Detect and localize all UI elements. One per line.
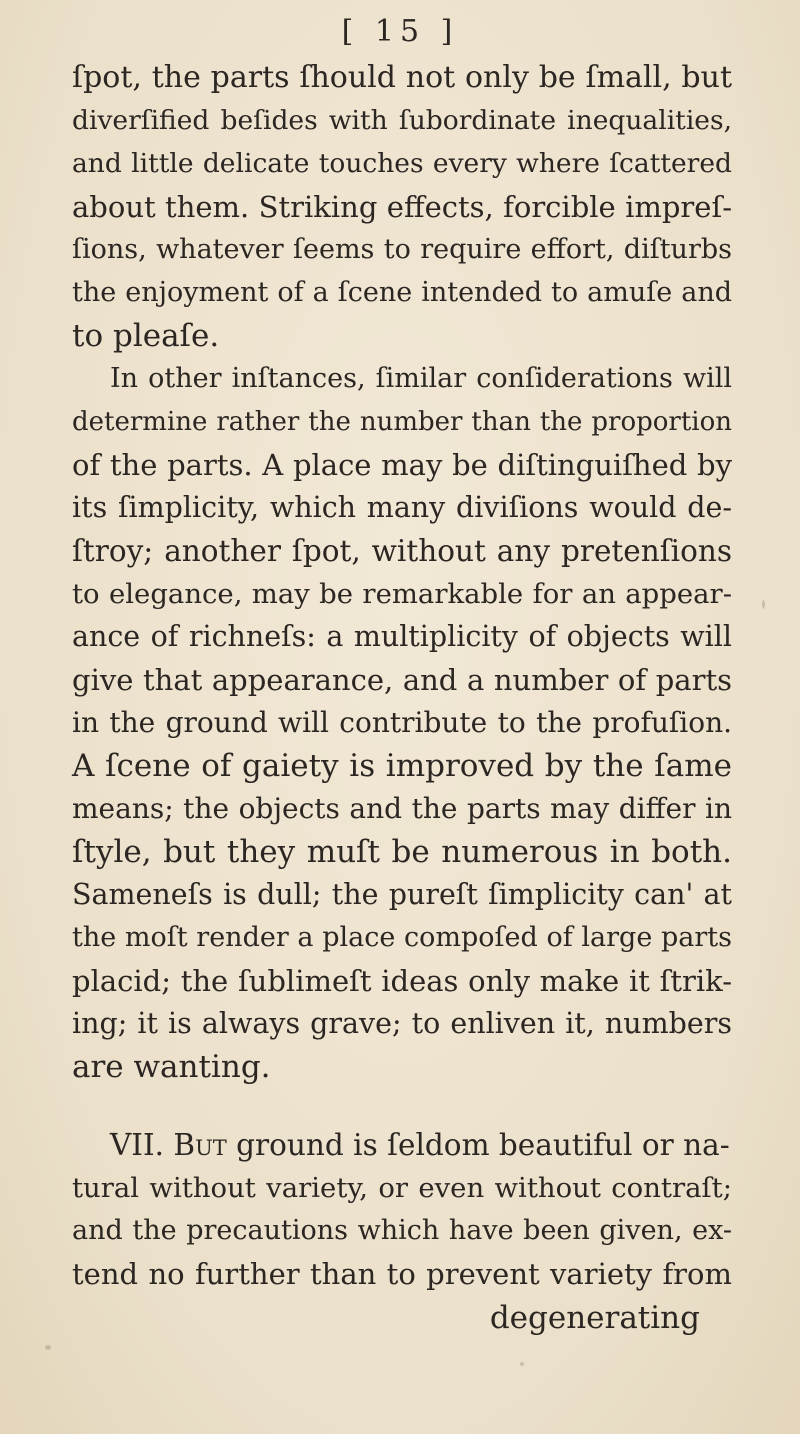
text-line: are wanting. [72, 1049, 271, 1085]
paper-speck [762, 600, 765, 609]
paper-speck [520, 1362, 524, 1366]
text-line: A ſcene of gaiety is improved by the ſame [72, 748, 732, 784]
text-line: Sameneſs is dull; the pureſt ſimplicity can' at [72, 878, 732, 911]
text-line: ance of richneſs: a multiplicity of objects will [72, 620, 732, 653]
text-line: In other inſtances, ſimilar conſiderations will [110, 363, 732, 394]
text-line: give that appearance, and a number of parts [72, 663, 732, 697]
text-line: to pleaſe. [72, 318, 220, 354]
text-line: and little delicate touches every where ſcattered [72, 148, 732, 179]
catchword: degenerating [489, 1300, 700, 1336]
text-line: the enjoyment of a ſcene intended to amuſe and [72, 277, 732, 308]
text-line: and the precautions which have been given, ex- [72, 1215, 732, 1246]
paper-speck [45, 1345, 51, 1350]
text-line: ſtyle, but they muſt be numerous in both. [72, 834, 732, 870]
section-lead-word: But [173, 1128, 227, 1162]
text-line: tend no further than to prevent variety from [72, 1257, 732, 1291]
text-line: diverſified beſides with ſubordinate inequalities, [72, 105, 732, 136]
text-line: tural without variety, or even without contraſt; [72, 1172, 732, 1204]
text-line: ſions, whatever ſeems to require effort, diſturbs [72, 234, 732, 265]
page-number-header: [ 15 ] [341, 14, 459, 49]
text-line: in the ground will contribute to the profuſion. [72, 706, 732, 739]
text-line: placid; the ſublimeſt ideas only make it ſtrik- [72, 964, 732, 998]
text-line: its ſimplicity, which many diviſions would de- [72, 491, 732, 524]
text-line: determine rather the number than the proportion [72, 407, 732, 437]
text-line: ſpot, the parts ſhould not only be ſmall, but [72, 60, 732, 95]
text-fragment: ground is ſeldom beautiful or na- [226, 1128, 730, 1162]
text-line: of the parts. A place may be diſtinguiſhed by [72, 448, 732, 482]
text-line: the moſt render a place compoſed of large parts [72, 922, 732, 953]
section-number: VII. [110, 1128, 164, 1162]
text-line: to elegance, may be remarkable for an appear- [72, 578, 732, 610]
text-line: means; the objects and the parts may differ in [72, 792, 732, 825]
section-first-line [72, 1125, 732, 1165]
text-line: about them. Striking effects, forcible impreſ- [72, 190, 732, 224]
text-line: ſtroy; another ſpot, without any pretenſions [72, 534, 732, 568]
text-line: ing; it is always grave; to enliven it, numbers [72, 1007, 732, 1040]
